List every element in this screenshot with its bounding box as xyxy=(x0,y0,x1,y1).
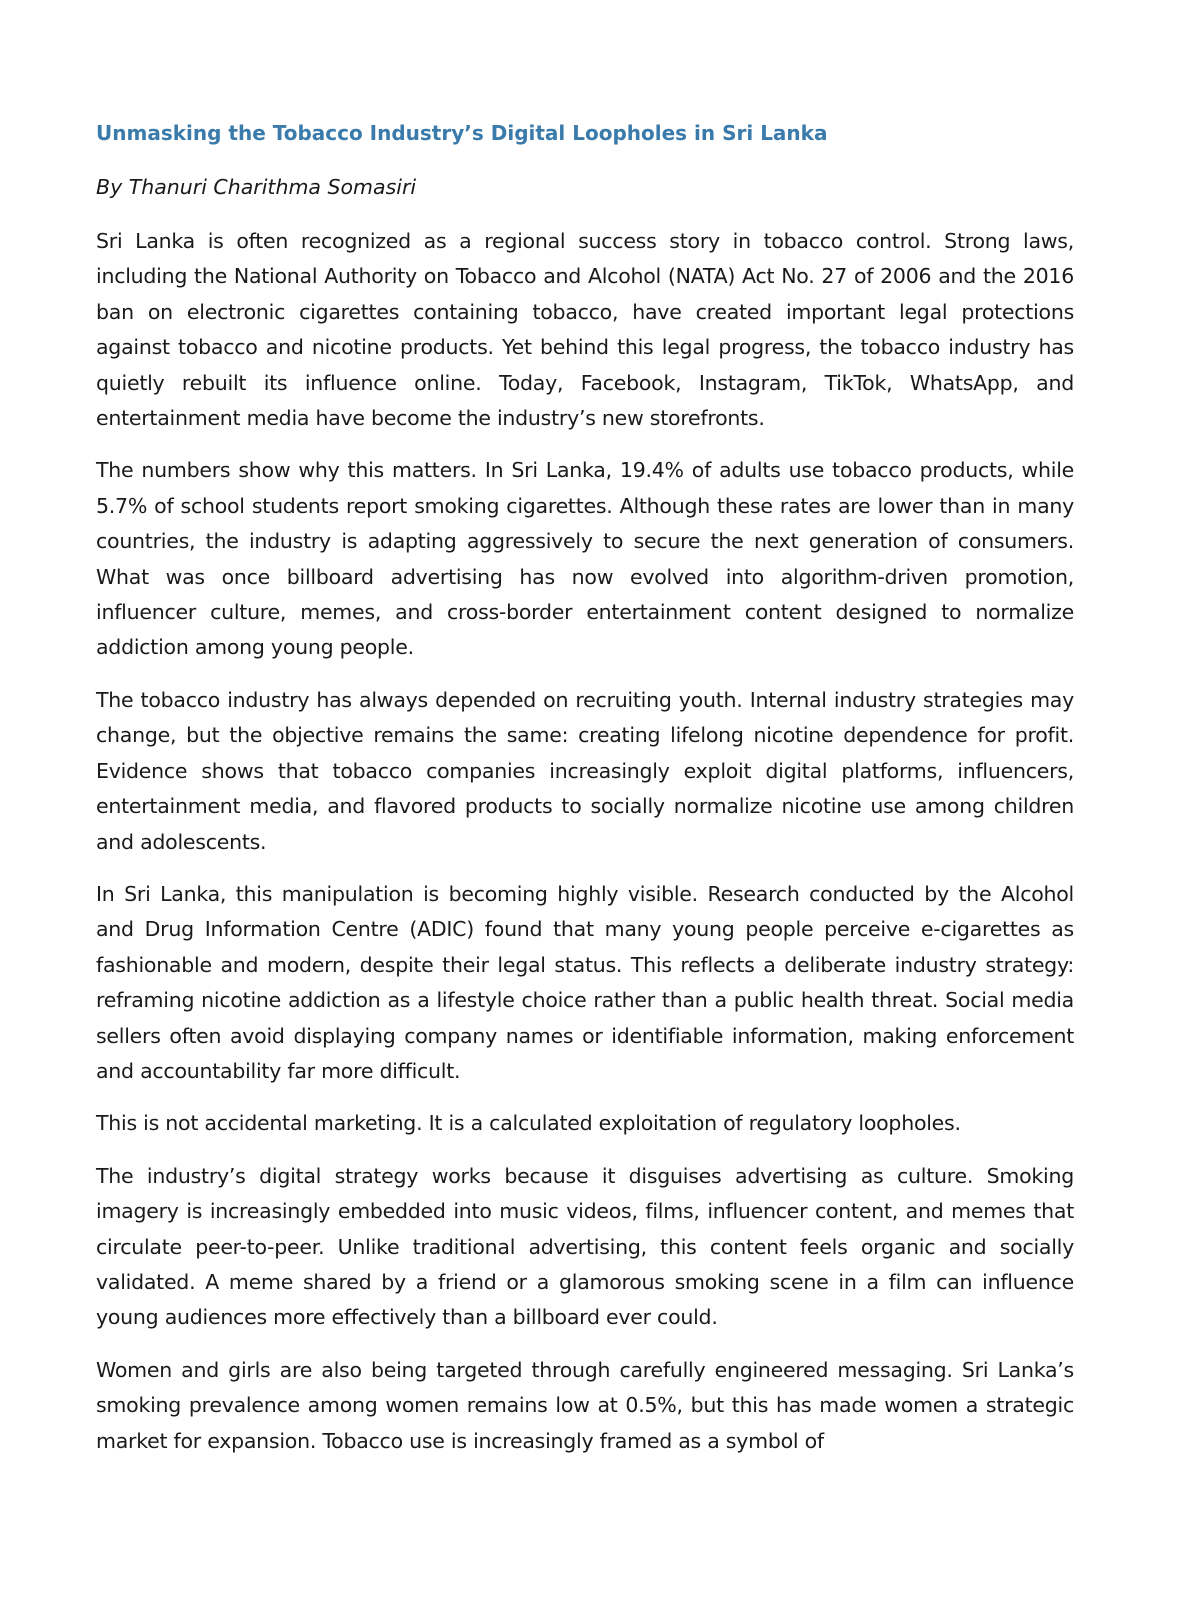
paragraph: Women and girls are also being targeted through carefully engineered messaging. Sri Lanka’s smoking prevalence among women remains low at 0.5%, but this has made women a strategic market for expansion. Tobacco use is increasingly framed as a symbol of xyxy=(96,1357,1074,1453)
paragraph: The tobacco industry has always depended on recruiting youth. Internal industry strategies may change, but the objective remains the same: creating lifelong nicotine dependence for profit. Evidence shows that tobacco companies increasingly exploit digital platforms, influencers, entertainment media, and flavored products to socially normalize nicotine use among children and adolescents. xyxy=(96,687,1074,854)
paragraph: The industry’s digital strategy works because it disguises advertising as culture. Smoking imagery is increasingly embedded into music videos, films, influencer content, and memes that circulate peer-to-peer. Unlike traditional advertising, this content feels organic and socially validated. A meme shared by a friend or a glamorous smoking scene in a film can influence young audiences more effectively than a billboard ever could. xyxy=(96,1163,1074,1330)
article xyxy=(96,118,1074,1476)
article-title: Unmasking the Tobacco Industry’s Digital Loopholes in Sri Lanka xyxy=(96,121,828,145)
paragraph: The numbers show why this matters. In Sri Lanka, 19.4% of adults use tobacco products, while 5.7% of school students report smoking cigarettes. Although these rates are lower than in many countries, the industry is adapting aggressively to secure the next generation of consumers. What was once billboard advertising has now evolved into algorithm-driven promotion, influencer culture, memes, and cross-border entertainment content designed to normalize addiction among young people. xyxy=(96,458,1074,660)
paragraph: This is not accidental marketing. It is a calculated exploitation of regulatory loopholes. xyxy=(96,1111,961,1136)
article-byline: By Thanuri Charithma Somasiri xyxy=(96,175,417,199)
paragraph: In Sri Lanka, this manipulation is becoming highly visible. Research conducted by the Alcohol and Drug Information Centre (ADIC) found that many young people perceive e-cigarettes as fashionable and modern, despite their legal status. This reflects a deliberate industry strategy: reframing nicotine addiction as a lifestyle choice rather than a public health threat. Social media sellers often avoid displaying company names or identifiable information, making enforcement and accountability far more difficult. xyxy=(96,881,1074,1083)
paragraph: Sri Lanka is often recognized as a regional success story in tobacco control. Strong laws, including the National Authority on Tobacco and Alcohol (NATA) Act No. 27 of 2006 and the 2016 ban on electronic cigarettes containing tobacco, have created important legal protections against tobacco and nicotine products. Yet behind this legal progress, the tobacco industry has quietly rebuilt its influence online. Today, Facebook, Instagram, TikTok, WhatsApp, and entertainment media have become the industry’s new storefronts. xyxy=(96,229,1074,431)
